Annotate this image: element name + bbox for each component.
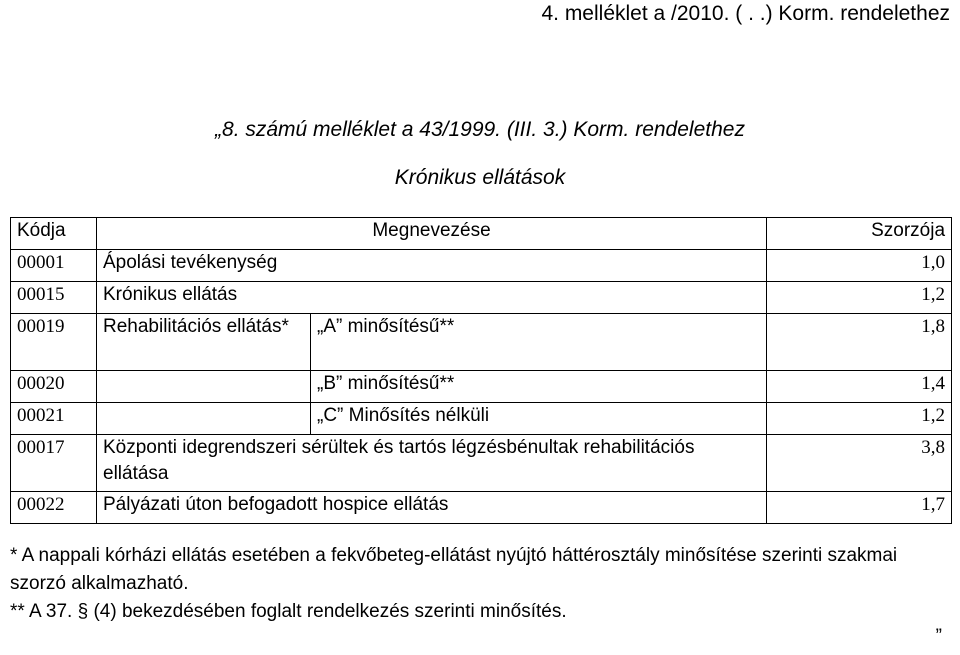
- row-group-empty: [97, 403, 311, 435]
- row-code: 00019: [11, 314, 97, 371]
- table-row: [11, 371, 952, 403]
- row-name: Pályázati úton befogadott hospice ellátás: [97, 492, 767, 524]
- row-factor: 1,4: [767, 371, 952, 403]
- row-code: 00022: [11, 492, 97, 524]
- row-factor: 1,2: [767, 282, 952, 314]
- row-code: 00017: [11, 435, 97, 492]
- row-factor: 1,0: [767, 250, 952, 282]
- chronic-care-table: [10, 217, 952, 524]
- header-factor: Szorzója: [767, 218, 952, 250]
- row-code: 00020: [11, 371, 97, 403]
- table-header-row: [11, 218, 952, 250]
- row-factor: 3,8: [767, 435, 952, 492]
- table-row: [11, 403, 952, 435]
- table-row: [11, 492, 952, 524]
- table-row: [11, 250, 952, 282]
- row-factor: 1,2: [767, 403, 952, 435]
- row-sub-name: „C” Minősítés nélküli: [311, 403, 767, 435]
- row-code: 00001: [11, 250, 97, 282]
- footnote-2: ** A 37. § (4) bekezdésében foglalt rendelkezés szerinti minősítés.: [10, 601, 567, 622]
- header-code: Kódja: [11, 218, 97, 250]
- annex-reference: 4. melléklet a /2010. ( . .) Korm. rendelethez: [541, 2, 950, 25]
- row-sub-name: „A” minősítésű**: [311, 314, 767, 371]
- row-name: Krónikus ellátás: [97, 282, 767, 314]
- footnotes: [10, 542, 955, 626]
- row-sub-name: „B” minősítésű**: [311, 371, 767, 403]
- table-row: [11, 314, 952, 371]
- document-title: Krónikus ellátások: [394, 166, 566, 189]
- header-name: Megnevezése: [97, 218, 767, 250]
- row-code: 00021: [11, 403, 97, 435]
- annex-subtitle: „8. számú melléklet a 43/1999. (III. 3.) Korm. rendelethez: [215, 118, 745, 141]
- row-factor: 1,8: [767, 314, 952, 371]
- row-name: Központi idegrendszeri sérültek és tartós légzésbénultak rehabilitációs ellátása: [97, 435, 767, 492]
- row-code: 00015: [11, 282, 97, 314]
- footnote-1: * A nappali kórházi ellátás esetében a fekvőbeteg-ellátást nyújtó háttérosztály minősítése szerinti szakmai szorzó alkalmazható.: [10, 545, 898, 594]
- row-name: Ápolási tevékenység: [97, 250, 767, 282]
- row-factor: 1,7: [767, 492, 952, 524]
- row-group-name: Rehabilitációs ellátás*: [97, 314, 311, 371]
- table-row: [11, 282, 952, 314]
- table-row: [11, 435, 952, 492]
- closing-quote: ”: [935, 626, 942, 647]
- row-group-empty: [97, 371, 311, 403]
